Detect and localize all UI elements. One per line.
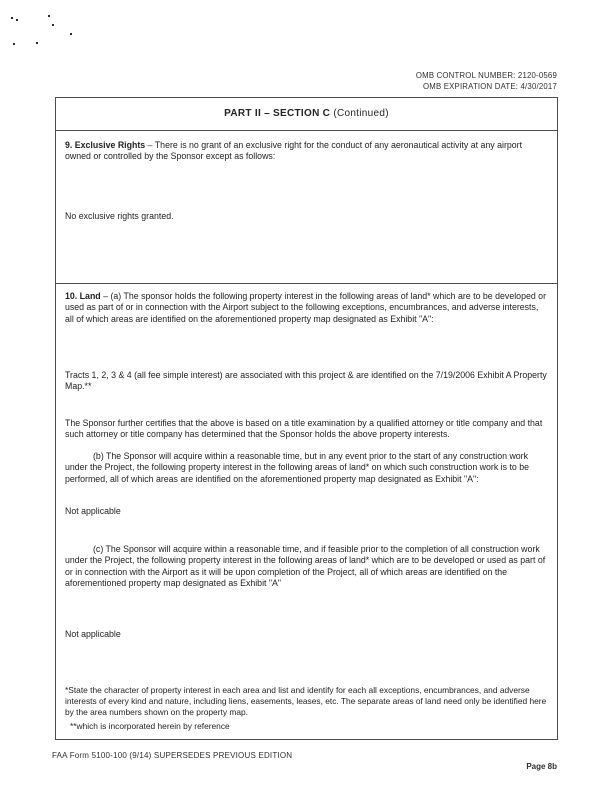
section-10-heading: 10. Land <box>65 291 101 301</box>
scan-artifact-dot <box>36 42 38 44</box>
scan-artifact-dot <box>70 33 72 35</box>
section-10-response-b: Not applicable <box>65 506 121 516</box>
omb-control-number: OMB CONTROL NUMBER: 2120-0569 <box>415 71 557 80</box>
section-9-heading: 9. Exclusive Rights <box>65 140 146 150</box>
form-section-title-main: PART II – SECTION C <box>224 108 331 119</box>
section-9-paragraph <box>65 140 548 163</box>
omb-header <box>416 71 557 93</box>
form-box <box>55 97 558 740</box>
scan-artifact-dot <box>11 17 13 19</box>
section-10-body-a: – (a) The sponsor holds the following property interest in the following areas of land* which are to be developed or used as part of or in connection with the Airport subject to the following exceptions, encumbrances, and adverse interests, all of which areas are identified on the aforementioned property map designated as Exhibit "A": <box>65 291 547 324</box>
section-10-paragraph-b: (b) The Sponsor will acquire within a reasonable time, but in any event prior to the start of any construction work under the Project, the following property interest in the following areas of land* on which such construction work is to be performed, all of which areas are identified on the aforementioned property map designated as Exhibit "A": <box>65 451 530 484</box>
section-10-certification: The Sponsor further certifies that the above is based on a title examination by a qualified attorney or title company and that such attorney or title company has determined that the Sponsor holds the above property interests. <box>65 418 543 440</box>
section-10-response-a: Tracts 1, 2, 3 & 4 (all fee simple interest) are associated with this project & are identified on the 7/19/2006 Exhibit A Property Map.** <box>65 370 547 392</box>
scan-artifact-dot <box>16 19 18 21</box>
section-10-paragraph-c: (c) The Sponsor will acquire within a reasonable time, and if feasible prior to the completion of all construction work under the Project, the following property interest in the following areas of land* which are to be developed or used as part of or in connection with the Airport as it will be upon completion of the Project, all of which areas are identified on the aforementioned property map designated as Exhibit "A" <box>65 544 546 589</box>
section-10-paragraph-a <box>65 291 548 325</box>
section-10-land <box>56 284 557 739</box>
omb-expiration-date: OMB EXPIRATION DATE: 4/30/2017 <box>423 81 557 91</box>
form-section-title-suffix: (Continued) <box>333 108 389 119</box>
scan-artifact-dot <box>52 24 54 26</box>
footnote-double-asterisk: **which is incorporated herein by reference <box>70 721 230 731</box>
form-section-title <box>56 98 557 131</box>
footer-form-id: FAA Form 5100-100 (9/14) SUPERSEDES PREVIOUS EDITION <box>52 751 293 760</box>
footnote-asterisk: *State the character of property interest in each area and list and identify for each all exceptions, encumbrances, and adverse interests of every kind and nature, including liens, easements, leases, etc. The separate areas of land need only be identified here by the area numbers shown on the property map. <box>65 685 547 717</box>
section-9-body: – There is no grant of an exclusive right for the conduct of any aeronautical activity at any airport owned or controlled by the Sponsor except as follows: <box>65 140 523 162</box>
scan-artifact-dot <box>13 43 15 45</box>
scan-artifact-dot <box>48 15 50 17</box>
footer-page-number: Page 8b <box>526 762 557 771</box>
section-10-response-c: Not applicable <box>65 629 121 639</box>
section-9-response: No exclusive rights granted. <box>65 211 174 221</box>
section-9-exclusive-rights <box>56 131 557 284</box>
